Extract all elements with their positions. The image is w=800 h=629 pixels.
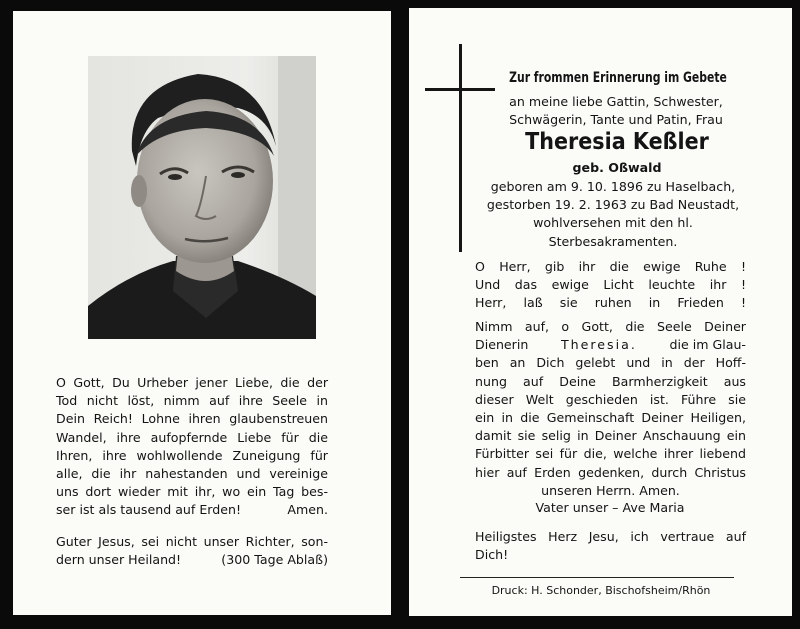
prayer-last-line — [56, 501, 328, 519]
prayer-line: O Gott, Du Urheber jener Liebe, die der — [56, 375, 328, 390]
dates-line: geboren am 9. 10. 1896 zu Haselbach, — [490, 179, 736, 194]
sacred-heart-prayer — [475, 528, 746, 564]
prayer-line: uns dort wieder mit ihr, wo ein Tag bes- — [56, 484, 328, 500]
heart-line: Dich! — [475, 547, 509, 563]
closing-line: dern unser Heiland! — [56, 552, 182, 568]
prayer-line: unseren Herrn. Amen. — [541, 482, 680, 498]
portrait-photo — [88, 56, 316, 339]
maiden-name: geb. Oßwald — [572, 160, 662, 175]
prayer-line: ein in die Gemeinschaft Deiner Heiligen, — [475, 410, 746, 426]
indulgence-text: (300 Tage Ablaß) — [221, 552, 328, 568]
vater-unser: Vater unser – Ave Maria — [535, 500, 685, 515]
prayer-line: Nimm auf, o Gott, die Seele Deiner — [475, 319, 746, 334]
requiem-line: Und das ewige Licht leuchte ihr ! — [475, 277, 746, 293]
prayer-line: Fürbitter sei für die, welche ihrer liebend — [475, 446, 746, 462]
requiem-prayer — [475, 258, 746, 313]
left-closing-prayer — [56, 533, 328, 569]
cross-icon-bar — [425, 88, 495, 91]
dates-line: gestorben 19. 2. 1963 zu Bad Neustadt, — [486, 197, 740, 213]
amen-text: Amen. — [287, 502, 328, 518]
dedication — [486, 93, 746, 129]
requiem-line: Herr, laß sie ruhen in Frieden ! — [475, 295, 746, 311]
prayer-line: Dein Reich! Lohne ihren glaubenstreuen — [56, 411, 328, 427]
deceased-name: Theresia Keßler — [525, 129, 709, 155]
prayer-line: damit sie selig in Deiner Anschauung ein — [475, 428, 746, 444]
prayer-line: Tod nicht löst, nimm auf ihre Seele in — [56, 393, 328, 409]
prayer-line: ben an Dich gelebt und in der Hoff- — [475, 355, 746, 371]
prayer-name: Theresia. — [560, 337, 637, 353]
prayer-line: hier auf Erden gedenken, durch Christus — [475, 464, 746, 480]
prayer-line: Wandel, ihre aufopfernde Liebe für die — [56, 429, 328, 445]
main-prayer — [475, 318, 746, 500]
requiem-line: O Herr, gib ihr die ewige Ruhe ! — [475, 259, 746, 274]
life-dates — [480, 178, 746, 251]
prayer-word: die im Glau- — [669, 337, 746, 353]
cross-icon — [459, 44, 462, 252]
prayer-word: Dienerin — [475, 337, 529, 353]
dedication-line: Schwägerin, Tante und Patin, Frau — [509, 112, 723, 128]
prayer-line: ser ist als tausend auf Erden! — [56, 502, 242, 518]
prayer-line: nung auf Deine Barmherzigkeit aus — [475, 373, 746, 389]
closing-last-line — [56, 551, 328, 569]
dates-line: wohlversehen mit den hl. — [533, 215, 693, 231]
dates-line: Sterbesakramenten. — [548, 233, 678, 249]
heart-line: Heiligstes Herz Jesu, ich vertraue auf — [475, 529, 746, 544]
divider — [460, 577, 734, 578]
prayer-line-name — [475, 336, 746, 354]
prayer-line: alle, die ihr nahestanden und vereinige — [56, 466, 328, 482]
dedication-line: an meine liebe Gattin, Schwester, — [509, 94, 723, 109]
printer-credit: Druck: H. Schonder, Bischofsheim/Rhön — [491, 584, 711, 597]
prayer-line: dieser Welt geschieden ist. Führe sie — [475, 391, 746, 407]
closing-line: Guter Jesus, sei nicht unser Richter, son- — [56, 534, 328, 549]
left-prayer — [56, 374, 328, 520]
card-heading: Zur frommen Erinnerung im Gebete — [509, 70, 727, 86]
prayer-line: Ihren, ihre wohlwollende Zuneigung für — [56, 447, 328, 463]
